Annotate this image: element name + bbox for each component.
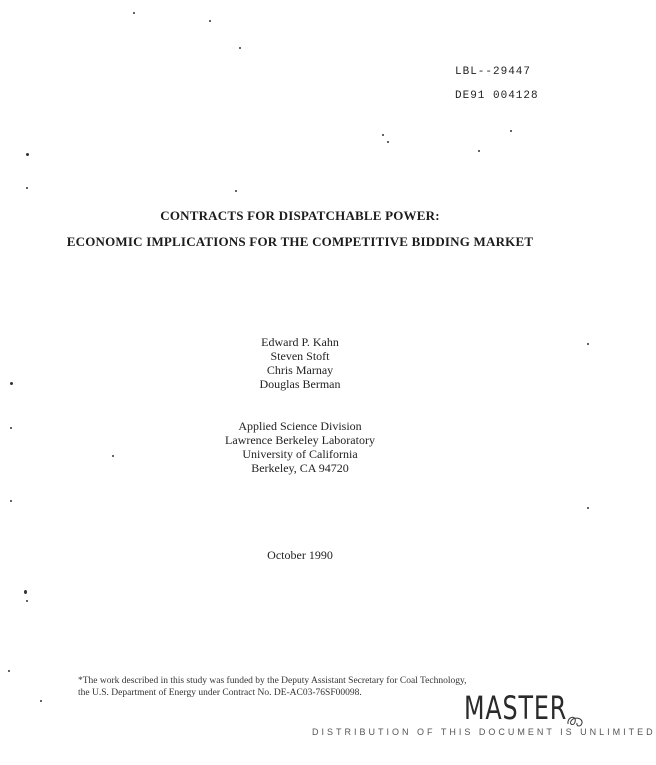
- scan-speck: [10, 500, 12, 502]
- scan-speck: [24, 590, 27, 594]
- scan-speck: [209, 20, 211, 22]
- scan-speck: [112, 455, 114, 457]
- author-name: Edward P. Kahn: [261, 335, 339, 349]
- author-name: Douglas Berman: [259, 377, 341, 391]
- scan-speck: [387, 141, 389, 143]
- affiliation-line: Berkeley, CA 94720: [251, 461, 349, 475]
- scan-speck: [26, 600, 28, 602]
- scan-speck: [10, 382, 13, 385]
- scan-speck: [510, 130, 512, 132]
- affiliation-line: University of California: [242, 447, 358, 461]
- report-number-lbl: LBL--29447: [455, 66, 532, 78]
- author-list: [0, 335, 600, 391]
- title-line-1: CONTRACTS FOR DISPATCHABLE POWER:: [160, 208, 440, 223]
- master-stamp: MASTER: [464, 689, 568, 727]
- scan-speck: [10, 427, 12, 429]
- funding-footnote-line-1: *The work described in this study was funded by the Deputy Assistant Secretary for Coal Technology,: [78, 676, 467, 686]
- scan-speck: [8, 670, 10, 672]
- scan-speck: [239, 47, 241, 49]
- scan-speck: [26, 187, 28, 189]
- scan-speck: [133, 12, 135, 14]
- affiliation-line: Lawrence Berkeley Laboratory: [225, 433, 375, 447]
- scan-speck: [235, 190, 237, 192]
- scan-speck: [26, 153, 29, 156]
- publication-date: October 1990: [267, 548, 333, 562]
- scan-speck: [382, 134, 384, 136]
- scan-speck: [40, 700, 42, 702]
- distribution-notice: DISTRIBUTION OF THIS DOCUMENT IS UNLIMITED: [312, 727, 656, 737]
- affiliation-line: Applied Science Division: [238, 419, 362, 433]
- scan-speck: [478, 150, 480, 152]
- scan-speck: [587, 343, 589, 345]
- scan-speck: [587, 507, 589, 509]
- funding-footnote-line-2: the U.S. Department of Energy under Contract No. DE-AC03-76SF00098.: [78, 688, 362, 698]
- title-line-2: ECONOMIC IMPLICATIONS FOR THE COMPETITIVE BIDDING MARKET: [66, 234, 534, 249]
- author-name: Steven Stoft: [270, 349, 330, 363]
- author-name: Chris Marnay: [266, 363, 334, 377]
- affiliation-block: [0, 419, 600, 475]
- report-number-de: DE91 004128: [455, 90, 539, 102]
